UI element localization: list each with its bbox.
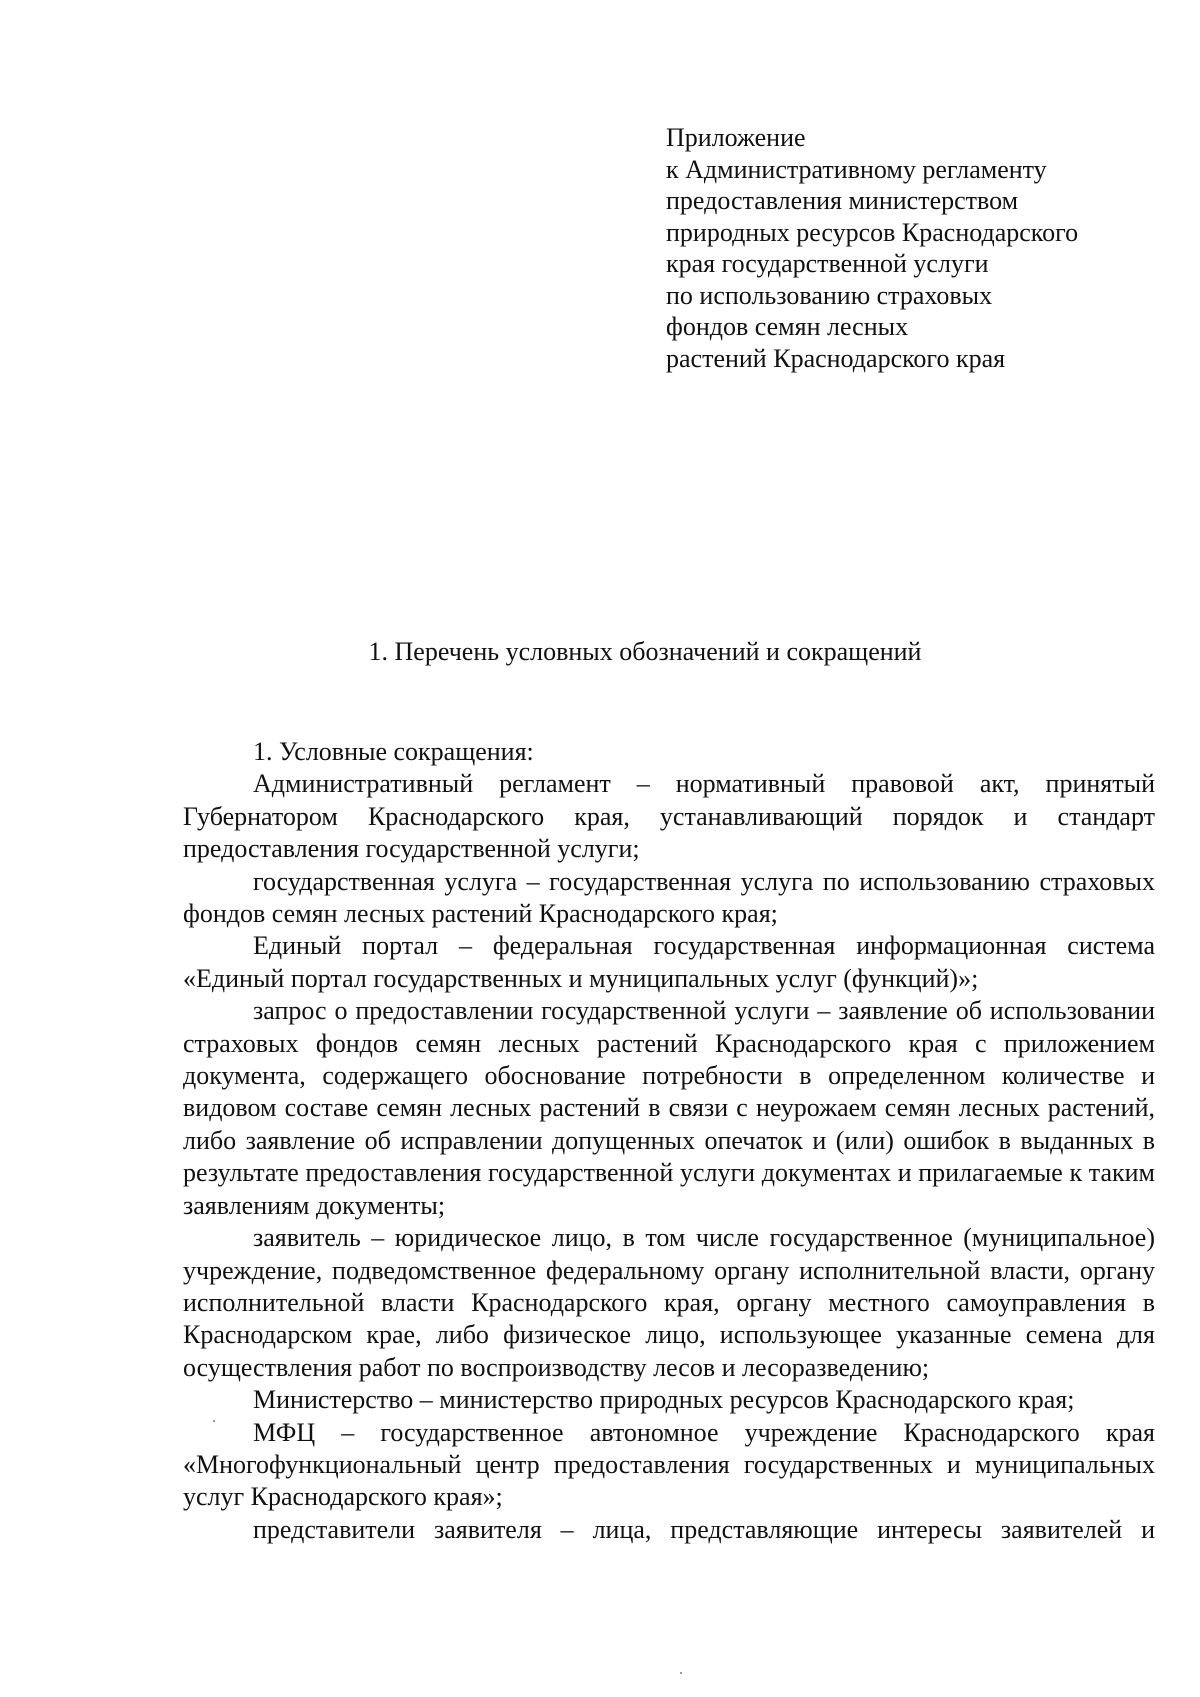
appendix-line: к Административному регламенту xyxy=(666,154,1047,184)
appendix-line: растений Краснодарского края xyxy=(666,343,1006,373)
paragraph-ministry: Министерство – министерство природных ресурсов Краснодарского края; xyxy=(253,1385,1075,1415)
appendix-line: края государственной услуги xyxy=(666,249,989,278)
scan-speck xyxy=(680,1672,682,1674)
appendix-line: природных ресурсов Краснодарского xyxy=(666,217,1079,247)
paragraph-state-service: государственная услуга – государственная услуга по использованию страховых фондов семян лесных растений Краснодарского края; xyxy=(183,866,1155,929)
paragraph-administrative-regulation: Административный регламент – нормативный правовой акт, принятый Губернатором Краснодарского края, устанавливающий порядок и стандарт предоставления государственной услуги; xyxy=(183,769,1155,864)
paragraph-applicant-representatives: представители заявителя – лица, представляющие интересы заявителей и xyxy=(253,1514,1155,1544)
paragraph-mfc: МФЦ – государственное автономное учреждение Краснодарского края «Многофункциональный центр предоставления государственных и муниципальных услуг Краснодарского края»; xyxy=(183,1417,1155,1512)
appendix-header xyxy=(666,122,1146,374)
section-title: 1. Перечень условных обозначений и сокращений xyxy=(368,637,922,666)
appendix-line: Приложение xyxy=(666,123,806,152)
paragraph-abbreviations-heading: 1. Условные сокращения: xyxy=(253,737,534,766)
scan-speck xyxy=(213,1420,215,1422)
paragraph-service-request: запрос о предоставлении государственной услуги – заявление об использовании страховых фондов семян лесных растений Краснодарского края с приложением документа, содержащего обоснование потребности в определенном количестве и видовом составе семян лесных растений в связи с неурожаем семян лесных растений, либо заявление об исправлении допущенных опечаток и (или) ошибок в выданных в результате предоставления государственной услуги документах и прилагаемые к таким заявлениям документы; xyxy=(183,996,1155,1220)
document-body xyxy=(183,736,1155,1546)
appendix-line: по использованию страховых xyxy=(666,280,993,310)
appendix-line: предоставления министерством xyxy=(666,186,1019,215)
appendix-line: фондов семян лесных xyxy=(666,312,909,341)
paragraph-applicant: заявитель – юридическое лицо, в том числе государственное (муниципальное) учреждение, подведомственное федеральному органу исполнительной власти, органу исполнительной власти Краснодарского края, органу местного самоуправления в Краснодарском крае, либо физическое лицо, использующее указанные семена для осуществления работ по воспроизводству лесов и лесоразведению; xyxy=(183,1223,1155,1382)
paragraph-unified-portal: Единый портал – федеральная государственная информационная система «Единый портал государственных и муниципальных услуг (функций)»; xyxy=(183,931,1155,993)
